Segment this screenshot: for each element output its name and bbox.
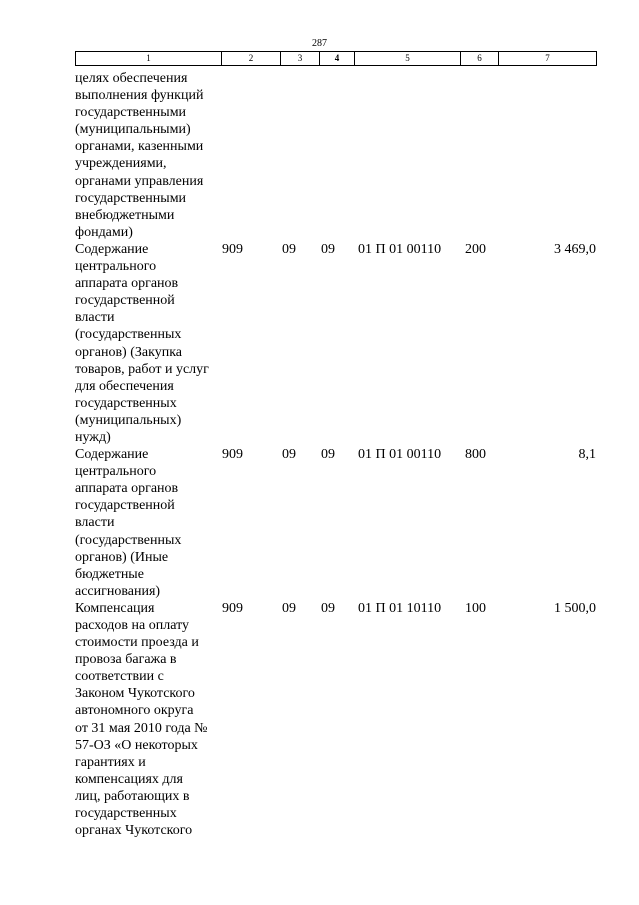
description-line: нужд)	[75, 429, 111, 445]
row-description	[75, 600, 221, 839]
description-line: целях обеспечения	[75, 71, 188, 86]
description-line: расходов на оплату	[75, 618, 190, 633]
description-line: для обеспечения	[75, 378, 174, 394]
description-line: органами, казенными	[75, 139, 204, 155]
column-header-table	[75, 51, 597, 66]
description-line: Компенсация	[75, 600, 155, 616]
description-line: соответствии с	[75, 669, 164, 685]
subsection-code: 09	[321, 241, 335, 257]
description-line: компенсациях для	[75, 771, 183, 787]
description-line: ассигнования)	[75, 583, 161, 599]
description-line: государственной	[75, 293, 175, 309]
description-line: органов) (Закупка	[75, 344, 183, 360]
description-line: провоза багажа в	[75, 652, 177, 668]
description-line: внебюджетными	[75, 207, 175, 223]
subsection-code: 09	[321, 447, 335, 463]
description-line: от 31 мая 2010 года №	[75, 720, 208, 736]
description-line: государственными	[75, 105, 187, 121]
column-header-5: 5	[355, 52, 461, 66]
column-header-7: 7	[499, 52, 597, 66]
description-line: учреждениями,	[75, 156, 167, 172]
description-line: аппарата органов	[75, 276, 179, 292]
section-code: 09	[282, 241, 296, 257]
description-line: аппарата органов	[75, 481, 179, 497]
description-line: гарантиях и	[75, 754, 146, 770]
description-line: (государственных	[75, 532, 182, 548]
amount-value: 3 469,0	[554, 241, 596, 257]
ministry-code: 909	[222, 447, 243, 463]
description-line: Законом Чукотского	[75, 686, 195, 702]
column-header-4: 4	[320, 52, 355, 66]
page-number: 287	[312, 38, 327, 49]
description-line: лиц, работающих в	[75, 788, 190, 804]
table-row	[75, 446, 596, 600]
description-line: органами управления	[75, 173, 204, 189]
row-description	[75, 446, 221, 600]
budget-table-body	[75, 70, 596, 839]
description-line: (государственных	[75, 327, 182, 343]
target-article-code: 01 П 01 00110	[358, 447, 442, 463]
target-article-code: 01 П 01 00110	[358, 241, 442, 257]
row-description	[75, 70, 221, 241]
expense-type-code: 800	[465, 447, 486, 463]
description-line: Содержание	[75, 447, 149, 463]
table-row	[75, 600, 596, 839]
description-line: власти	[75, 310, 115, 326]
amount-value: 8,1	[578, 447, 596, 463]
description-line: центрального	[75, 464, 157, 480]
description-line: стоимости проезда и	[75, 635, 199, 651]
ministry-code: 909	[222, 241, 243, 257]
description-line: (муниципальными)	[75, 122, 191, 138]
description-line: товаров, работ и услуг	[75, 361, 209, 377]
row-description	[75, 241, 221, 446]
description-line: государственных	[75, 395, 177, 411]
description-line: (муниципальных)	[75, 412, 182, 428]
subsection-code: 09	[321, 600, 335, 616]
description-line: выполнения функций	[75, 88, 204, 104]
description-line: органов) (Иные	[75, 549, 169, 565]
description-line: бюджетные	[75, 566, 144, 582]
description-line: органах Чукотского	[75, 823, 193, 839]
amount-value: 1 500,0	[554, 600, 596, 616]
column-header-3: 3	[281, 52, 320, 66]
column-header-1: 1	[76, 52, 222, 66]
description-line: 57-ОЗ «О некоторых	[75, 737, 198, 753]
target-article-code: 01 П 01 10110	[358, 600, 442, 616]
section-code: 09	[282, 600, 296, 616]
expense-type-code: 100	[465, 600, 486, 616]
description-line: фондами)	[75, 224, 133, 240]
ministry-code: 909	[222, 600, 243, 616]
section-code: 09	[282, 447, 296, 463]
column-header-row	[76, 52, 597, 66]
description-line: власти	[75, 515, 115, 531]
description-line: автономного округа	[75, 703, 194, 719]
table-row	[75, 241, 596, 446]
column-header-2: 2	[222, 52, 281, 66]
column-header-6: 6	[461, 52, 499, 66]
description-line: государственной	[75, 498, 175, 514]
description-line: центрального	[75, 259, 157, 275]
description-line: государственных	[75, 806, 177, 822]
expense-type-code: 200	[465, 241, 486, 257]
table-row	[75, 70, 596, 241]
description-line: Содержание	[75, 241, 149, 257]
description-line: государственными	[75, 190, 187, 206]
